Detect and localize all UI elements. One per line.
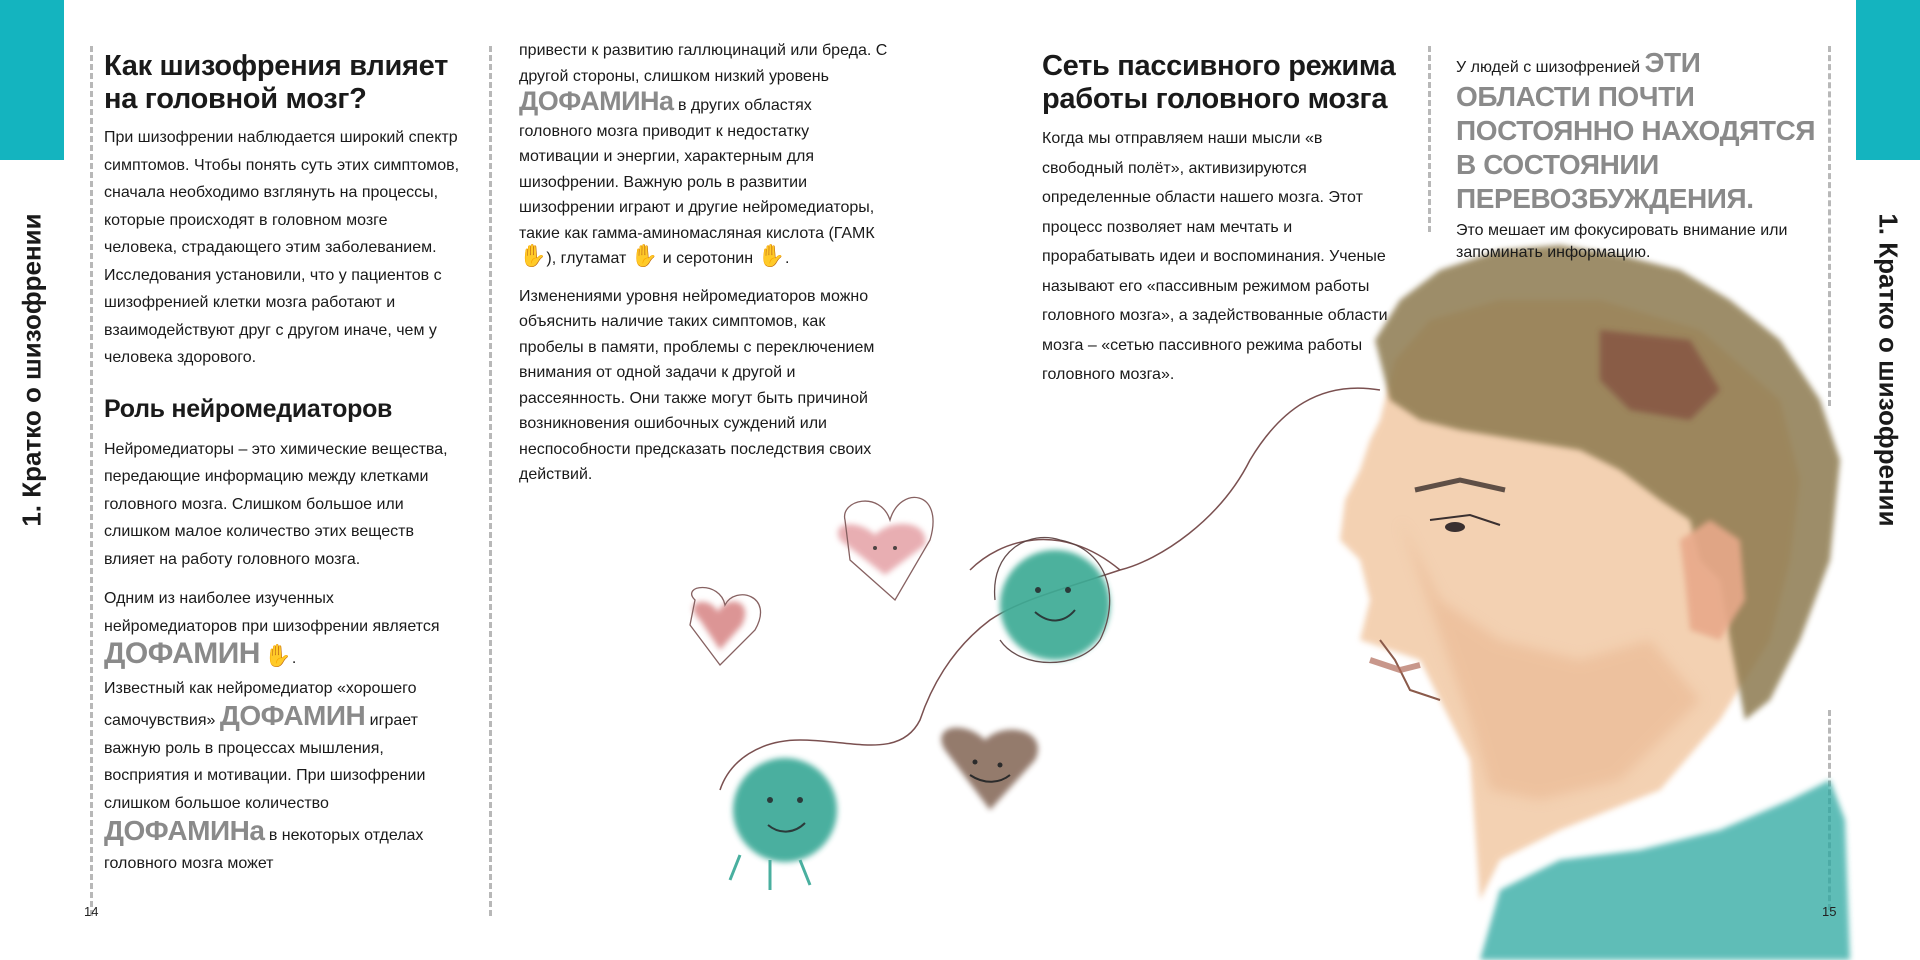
callout-highlight: ЭТИ ОБЛАСТИ ПОЧТИ ПОСТОЯННО НАХОДЯТСЯ В СОСТОЯНИИ ПЕРЕВОЗБУЖДЕНИЯ.	[1456, 47, 1816, 214]
dopamine-intro-paragraph: Одним из наиболее изученных нейромедиаторов при шизофрении является ДОФАМИН ✋.	[104, 590, 440, 670]
callout-body: Это мешает им фокусировать внимание или запоминать информацию.	[1456, 222, 1788, 261]
pink-heart-small	[690, 588, 761, 666]
dopamine-highlight: ДОФАМИНа	[519, 86, 674, 116]
hand-icon: ✋	[630, 243, 659, 268]
callout: У людей с шизофренией ЭТИ ОБЛАСТИ ПОЧТИ ПОСТОЯННО НАХОДЯТСЯ В СОСТОЯНИИ ПЕРЕВОЗБУЖДЕНИЯ.	[1456, 47, 1816, 214]
pink-heart-large	[838, 497, 933, 600]
hand-icon: ✋	[264, 643, 292, 668]
callout-column	[1456, 46, 1816, 276]
page-heading: Как шизофрения влияет на головной мозг?	[104, 50, 448, 115]
left-column-1	[104, 50, 464, 889]
right-column-1	[1042, 50, 1407, 402]
default-mode-paragraph: Когда мы отправляем наши мысли «в свободный полёт», активизируются определенные области нашего мозга. Этот процесс позволяет нам мечтать и прорабатывать идеи и воспоминания. Ученые называют его «пассивным режимом работы головного мозга», а задействованные области мозга – «сетью пассивного режима работы головного мозга».	[1042, 130, 1388, 383]
dopamine-highlight: ДОФАМИН	[104, 637, 260, 670]
continued-paragraph: привести к развитию галлюцинаций или бреда. С другой стороны, слишком низкий уровень ДОФАМИНа в других областях головного мозга приводит к недостатку мотивации и энергии, характерным для шизофрении. Важную роль в развитии шизофрении играют и другие нейромедиаторы, такие как гамма-аминомасляная кислота (ГАМК ✋), глутамат ✋ и серотонин ✋.	[519, 42, 888, 268]
left-column-2	[519, 38, 889, 500]
teal-face-bubble	[995, 538, 1110, 663]
dopamine-highlight: ДОФАМИН	[219, 700, 366, 731]
chapter-label-right: 1. Кратко о шизофрении	[1873, 213, 1904, 527]
teal-face-bubble-lower	[730, 758, 837, 890]
hand-icon: ✋	[757, 243, 785, 268]
brown-heart	[941, 728, 1038, 810]
dopamine-highlight: ДОФАМИНа	[104, 815, 265, 846]
page-heading: Сеть пассивного режима работы головного мозга	[1042, 50, 1396, 115]
chapter-label-left: 1. Кратко о шизофрении	[16, 213, 47, 527]
page-number-left: 14	[84, 904, 99, 919]
section-heading: Роль нейромедиаторов	[104, 394, 393, 423]
neuromediator-paragraph: Нейромедиаторы – это химические вещества, передающие информацию между клетками головного мозга. Слишком большое или слишком малое количество этих веществ влияет на работу головного мозга.	[104, 440, 448, 568]
dopamine-role-paragraph: Известный как нейромедиатор «хорошего самочувствия» ДОФАМИН играет важную роль в процессах мышления, восприятия и мотивации. При шизофрении слишком большое количество ДОФАМИНа в некоторых отделах головного мозга может	[104, 679, 426, 872]
intro-paragraph: При шизофрении наблюдается широкий спектр симптомов. Чтобы понять суть этих симптомов, сначала необходимо взглянуть на процессы, которые происходят в головном мозге человека, страдающего этим заболеванием. Исследования установили, что у пациентов с шизофренией клетки мозга работают и взаимодействуют друг с другом иначе, чем у человека здорового.	[104, 129, 460, 366]
hand-icon: ✋	[519, 243, 547, 268]
symptoms-paragraph: Изменениями уровня нейромедиаторов можно объяснить наличие таких симптомов, как пробелы в памяти, проблемы с переключением внимания от одной задачи к другой и рассеянность. Они также могут быть причиной возникновения ошибочных суждений или неспособности предсказать последствия своих действий.	[519, 287, 875, 483]
page-number-right: 15	[1822, 904, 1837, 919]
